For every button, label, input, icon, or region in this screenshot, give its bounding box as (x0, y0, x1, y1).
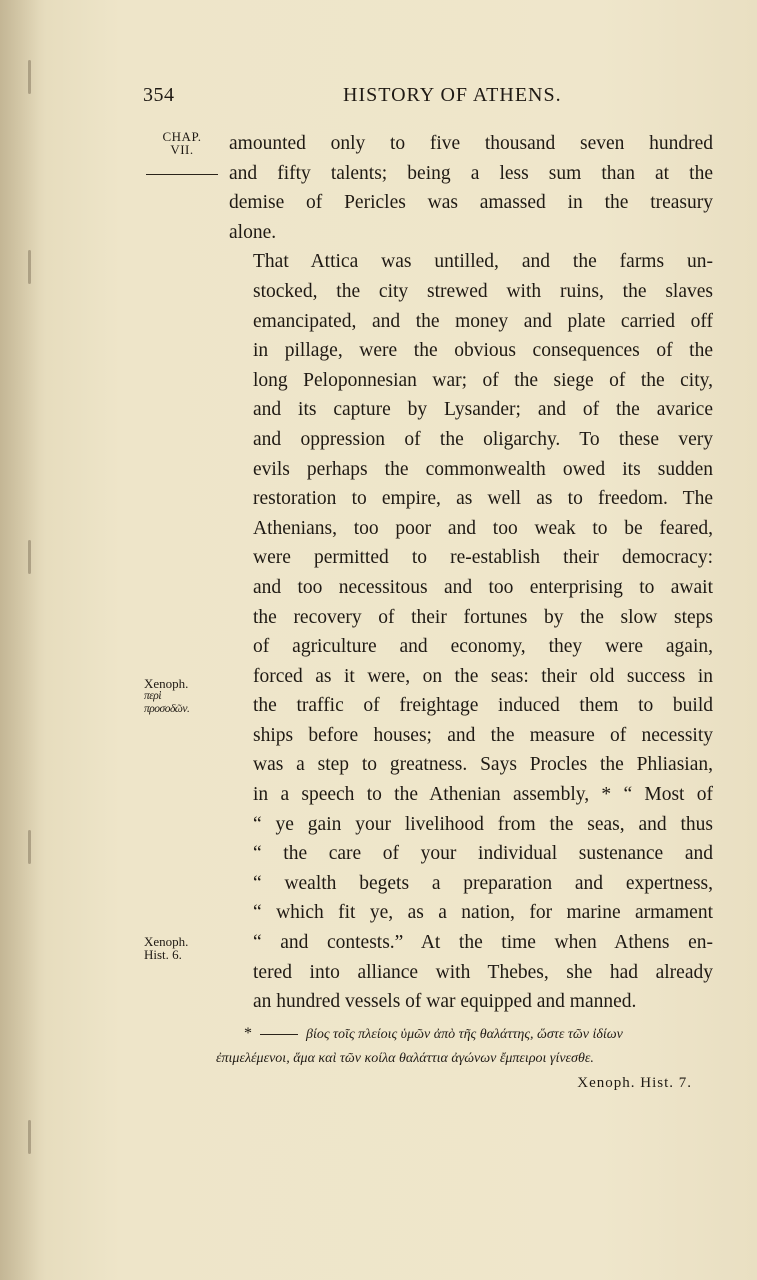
marginal-note-xenoph-revenues (144, 677, 222, 716)
text-line: “ and contests.” At the time when Athens en- (253, 932, 713, 954)
text-line: “ ye gain your livelihood from the seas, and thus (253, 813, 713, 835)
marginal-note-xenoph-hist (144, 935, 222, 961)
text-line: ships before houses; and the measure of necessity (253, 724, 713, 746)
footnote-greek-line-2: ἐπιμελέμενοι, ἅμα καὶ τῶν κοίλα θαλάττια ἀγώνων ἔμπειροι γίνεσθε. (216, 1051, 594, 1066)
text-line: restoration to empire, as well as to freedom. The (253, 488, 713, 510)
text-line: in a speech to the Athenian assembly, * “ Most of (253, 784, 713, 806)
page-binding-shadow (0, 0, 46, 1280)
text-line: demise of Pericles was amassed in the treasury (229, 192, 713, 214)
marginal-author: Xenoph. (144, 676, 189, 691)
text-line: evils perhaps the commonwealth owed its sudden (253, 458, 713, 480)
text-line: “ wealth begets a preparation and expertness, (253, 872, 713, 894)
chapter-rule (146, 174, 218, 175)
text-line: an hundred vessels of war equipped and manned. (253, 991, 637, 1013)
chapter-number: VII. (170, 142, 194, 157)
text-line: in pillage, were the obvious consequences of the (253, 340, 713, 362)
text-line: emancipated, and the money and plate carried off (253, 310, 713, 332)
binding-stitch (28, 60, 31, 94)
text-line: alone. (229, 221, 277, 243)
footnote-greek-line-1: βίος τοῖς πλείοις ὑμῶν ἀπὸ τῆς θαλάττης, ὥστε τῶν ἰδίων (306, 1027, 623, 1042)
footnote-marker: * (244, 1025, 252, 1042)
binding-stitch (28, 540, 31, 574)
binding-stitch (28, 250, 31, 284)
chapter-label: CHAP. (162, 129, 202, 144)
text-line: tered into alliance with Thebes, she had already (253, 961, 713, 983)
paragraph-1 (229, 129, 713, 247)
marginal-greek-word: περὶ (144, 690, 162, 702)
running-head: HISTORY OF ATHENS. (343, 84, 562, 106)
text-line: and fifty talents; being a less sum than at the (229, 162, 713, 184)
text-line: “ which fit ye, as a nation, for marine armament (253, 902, 713, 924)
page-number: 354 (143, 84, 175, 106)
text-line: That Attica was untilled, and the farms un- (253, 251, 713, 273)
marginal-greek-word: πρoσοδῶν. (144, 703, 190, 715)
page-header (143, 84, 713, 110)
text-line: of agriculture and economy, they were again, (253, 636, 713, 658)
body-text (229, 129, 713, 1017)
chapter-marker (152, 130, 212, 156)
text-line: and oppression of the oligarchy. To these very (253, 428, 713, 450)
marginal-author: Xenoph. (144, 934, 189, 949)
text-line: was a step to greatness. Says Procles the Phliasian, (253, 754, 713, 776)
footnote-dash (260, 1034, 298, 1035)
footnote (216, 1022, 714, 1095)
footnote-line (244, 1022, 714, 1047)
binding-stitch (28, 830, 31, 864)
text-line: and its capture by Lysander; and of the avarice (253, 399, 713, 421)
text-line: Athenians, too poor and too weak to be feared, (253, 517, 713, 539)
text-line: amounted only to five thousand seven hundred (229, 133, 713, 154)
footnote-source: Xenoph. Hist. 7. (577, 1075, 692, 1091)
text-line: the recovery of their fortunes by the slow steps (253, 606, 713, 628)
text-line: long Peloponnesian war; of the siege of the city, (253, 369, 713, 391)
marginal-reference: Hist. 6. (144, 947, 182, 962)
text-line: were permitted to re-establish their democracy: (253, 547, 713, 569)
text-line: stocked, the city strewed with ruins, the slaves (253, 280, 713, 302)
text-line: “ the care of your individual sustenance and (253, 843, 713, 865)
binding-stitch (28, 1120, 31, 1154)
text-line: and too necessitous and too enterprising to await (253, 576, 713, 598)
paragraph-2 (229, 247, 713, 1016)
text-line: the traffic of freightage induced them to build (253, 695, 713, 717)
text-line: forced as it were, on the seas: their old success in (253, 665, 713, 687)
